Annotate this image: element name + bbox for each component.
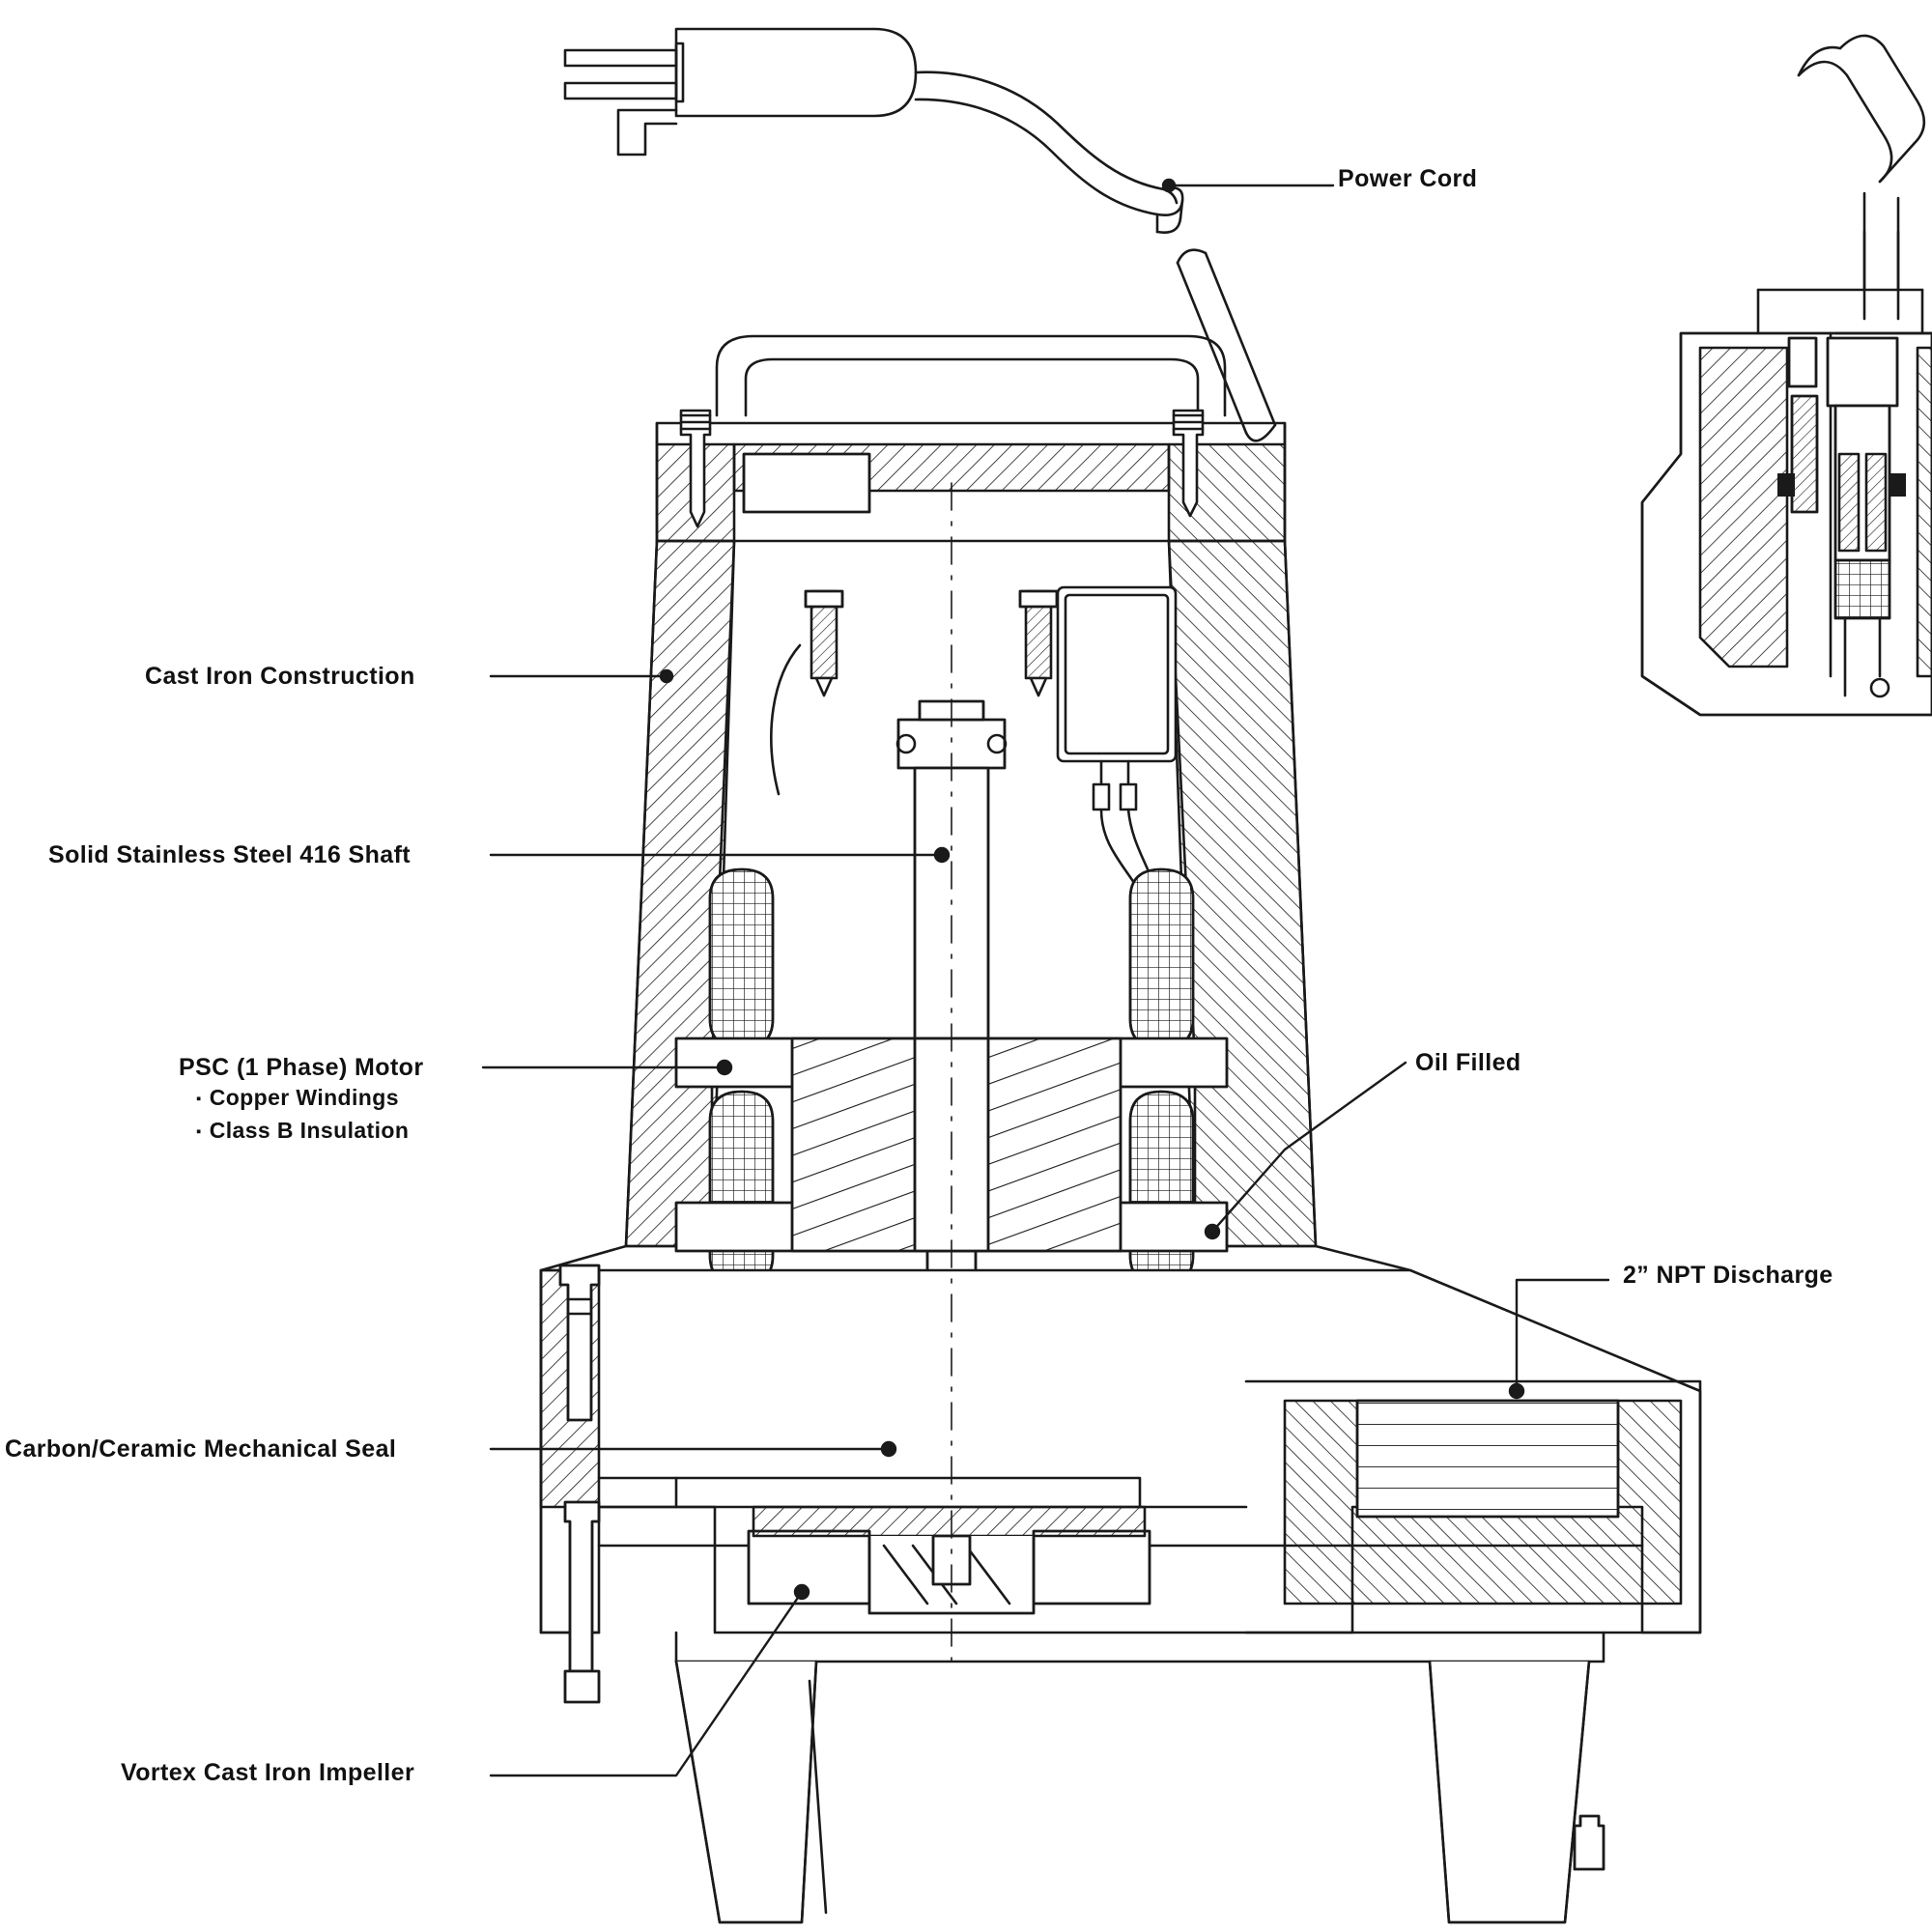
pump-base-legs xyxy=(676,1633,1604,1922)
callout-cast-iron-label: Cast Iron Construction xyxy=(145,663,415,690)
callout-power-cord xyxy=(1338,164,1477,193)
cord-entry-detail-inset xyxy=(1642,36,1932,715)
callout-npt-discharge xyxy=(1623,1261,1833,1290)
callout-impeller-label: Vortex Cast Iron Impeller xyxy=(121,1759,415,1786)
callout-motor xyxy=(179,1053,423,1148)
callout-oil-filled xyxy=(1415,1048,1521,1077)
capacitor-box xyxy=(1058,587,1176,903)
callout-power-cord-label: Power Cord xyxy=(1338,165,1478,192)
power-cord-plug xyxy=(565,29,1182,233)
callout-motor-bullet-1: ▪ Copper Windings xyxy=(179,1082,423,1115)
vortex-impeller xyxy=(749,1507,1150,1613)
callout-impeller xyxy=(121,1758,414,1787)
callout-mechanical-seal-label: Carbon/Ceramic Mechanical Seal xyxy=(5,1435,397,1463)
callout-shaft xyxy=(48,840,411,869)
callout-oil-filled-label: Oil Filled xyxy=(1415,1049,1521,1076)
callout-cast-iron xyxy=(145,662,415,691)
npt-discharge-threads xyxy=(1357,1401,1618,1517)
callout-mechanical-seal xyxy=(5,1435,396,1463)
interior-studs xyxy=(806,591,1057,696)
stator-lead-wire xyxy=(771,645,800,794)
callout-motor-label: PSC (1 Phase) Motor xyxy=(179,1054,424,1081)
callout-shaft-label: Solid Stainless Steel 416 Shaft xyxy=(48,841,412,868)
callout-motor-bullet-2: ▪ Class B Insulation xyxy=(179,1115,423,1148)
callout-npt-discharge-label: 2” NPT Discharge xyxy=(1623,1262,1833,1289)
